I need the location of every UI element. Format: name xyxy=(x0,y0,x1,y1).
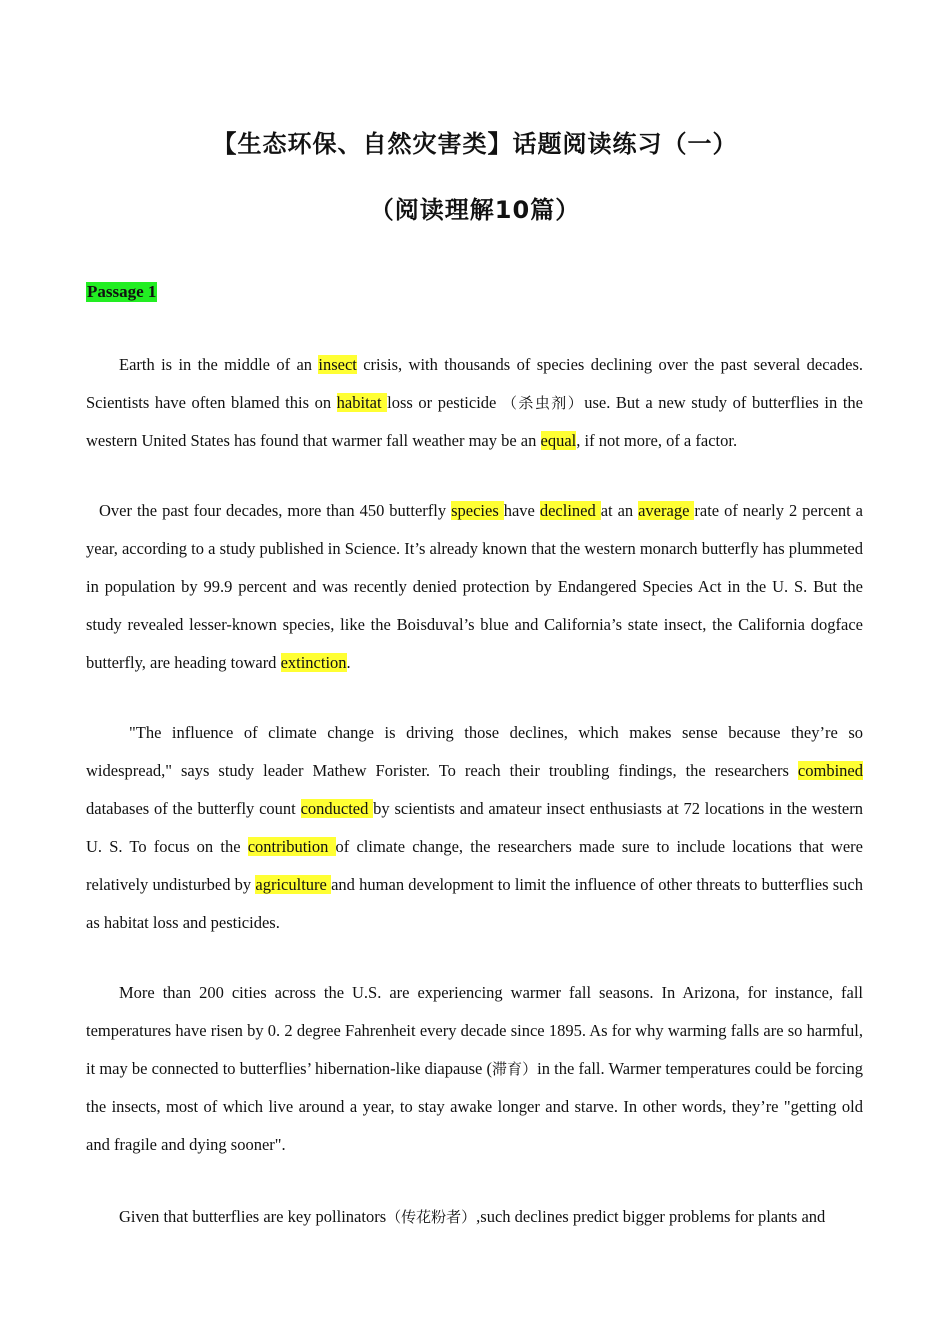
highlighted-word: species xyxy=(451,501,504,520)
text-run: use. But a new study of butterflies in the western United States has found that warmer fall weather may be an xyxy=(86,393,863,450)
paragraph-4 xyxy=(86,974,863,1164)
highlighted-word: conducted xyxy=(300,799,374,818)
text-run: and human development to limit the influence of other threats to butterflies such as habitat loss and pesticides. xyxy=(86,875,863,932)
highlighted-word: insect xyxy=(318,355,357,374)
highlighted-word: extinction xyxy=(280,653,347,672)
text-run: at an xyxy=(600,501,639,520)
highlighted-word: equal xyxy=(540,431,577,450)
text-run: Given that butterflies are key pollinators xyxy=(119,1207,387,1226)
chinese-gloss: 滞育） xyxy=(491,1060,538,1078)
paragraph-1 xyxy=(86,346,863,460)
paragraph-5 xyxy=(86,1198,863,1236)
paragraph-3 xyxy=(86,714,863,942)
text-run: More than 200 cities across the U.S. are experiencing warmer fall seasons. In Arizona, for instance, fall temperatures have risen by 0. 2 degree Fahrenheit every decade since 1895. As for why warming falls are so harmful, it may be connected to butterflies’ hibernation-like diapause ( xyxy=(86,983,863,1078)
highlighted-word: average xyxy=(638,501,695,520)
document-title: 【生态环保、自然灾害类】话题阅读练习（一） xyxy=(212,130,738,158)
text-run: have xyxy=(503,501,540,520)
highlighted-word: agriculture xyxy=(255,875,332,894)
paragraph-2 xyxy=(86,492,863,682)
document-subtitle: （阅读理解10篇） xyxy=(369,196,581,224)
text-run: crisis, with thousands of species declining over the past several decades. Scientists have often blamed this on xyxy=(86,355,863,412)
text-run: loss or pesticide xyxy=(387,393,502,412)
chinese-gloss: （传花粉者） xyxy=(386,1208,477,1226)
text-run: , if not more, of a factor. xyxy=(576,431,738,450)
text-run: Over the past four decades, more than 450 butterfly xyxy=(99,501,452,520)
text-run: "The influence of climate change is driving those declines, which makes sense because they’re so widespread," says study leader Mathew Forister. To reach their troubling findings, the researchers xyxy=(86,723,863,780)
text-run: in the fall. Warmer temperatures could be forcing the insects, most of which live around a year, to stay awake longer and starve. In other words, they’re "getting old and fragile and dying sooner". xyxy=(86,1059,863,1154)
text-run: of climate change, the researchers made sure to include locations that were relatively undisturbed by xyxy=(86,837,864,894)
highlighted-word: contribution xyxy=(247,837,336,856)
text-run: databases of the butterfly count xyxy=(86,799,301,818)
text-run: by scientists and amateur insect enthusiasts at 72 locations in the western U. S. To focus on the xyxy=(86,799,864,856)
highlighted-word: declined xyxy=(539,501,601,520)
highlighted-word: habitat xyxy=(336,393,388,412)
text-run: . xyxy=(346,653,351,672)
passage-label: Passage 1 xyxy=(87,282,157,301)
text-run: rate of nearly 2 percent a year, according to a study published in Science. It’s already known that the western monarch butterfly has plummeted in population by 99.9 percent and was recently denied protection by Endangered Species Act in the U. S. But the study revealed lesser-known species, like the Boisduval’s blue and California’s state insect, the California dogface butterfly, are heading toward xyxy=(86,501,864,672)
text-run: Earth is in the middle of an xyxy=(119,355,319,374)
text-run: ,such declines predict bigger problems for plants and xyxy=(476,1207,826,1226)
highlighted-word: combined xyxy=(797,761,863,780)
chinese-gloss: （杀虫剂） xyxy=(501,394,585,412)
